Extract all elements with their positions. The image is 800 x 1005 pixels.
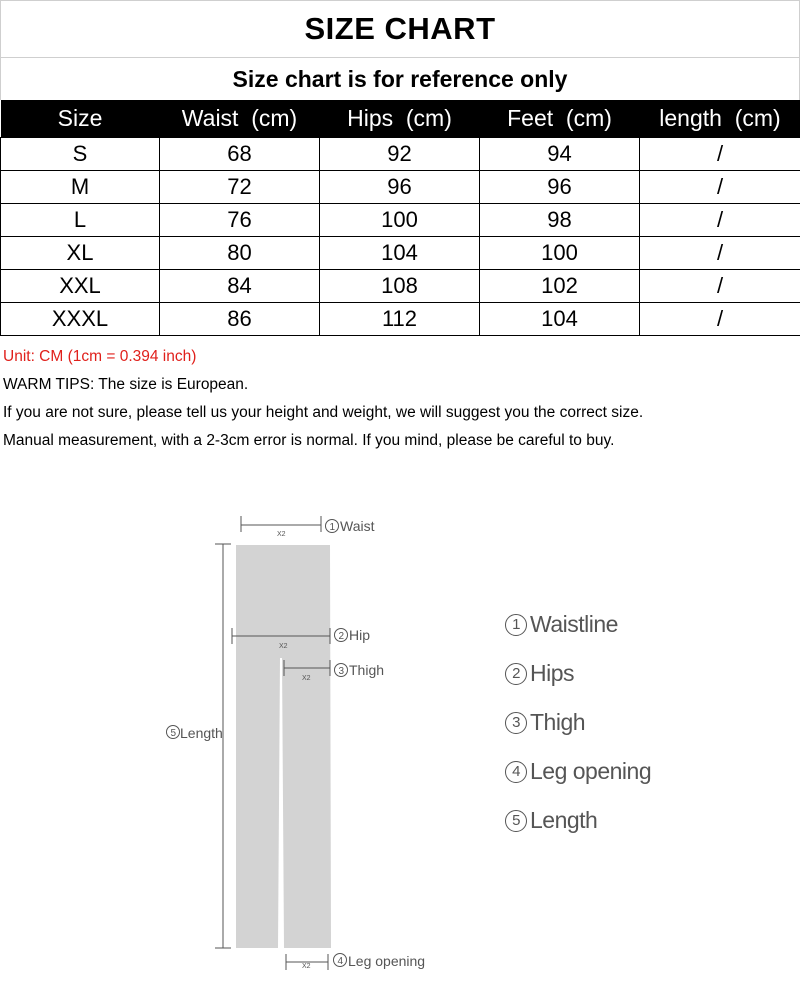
table-cell: 100 xyxy=(480,237,640,270)
pants-silhouette xyxy=(236,545,331,948)
table-cell: S xyxy=(1,138,160,171)
column-header: Feet (cm) xyxy=(480,100,640,138)
legend-label: Length xyxy=(530,807,597,834)
notes xyxy=(3,343,643,455)
waist-x2: X2 xyxy=(277,531,286,538)
hip-x2: X2 xyxy=(279,643,288,650)
legend-number: 4 xyxy=(505,761,527,783)
column-header: Waist (cm) xyxy=(160,100,320,138)
table-cell: / xyxy=(640,171,800,204)
hip-label: Hip xyxy=(349,627,370,643)
table-row xyxy=(1,237,800,270)
leg-opening-x2: X2 xyxy=(302,963,311,970)
pants-diagram xyxy=(0,480,800,1000)
table-cell: XXXL xyxy=(1,303,160,336)
table-cell: 98 xyxy=(480,204,640,237)
table-cell: 86 xyxy=(160,303,320,336)
thigh-num: 3 xyxy=(339,666,345,677)
error-note: Manual measurement, with a 2-3cm error is normal. If you mind, please be careful to buy. xyxy=(3,427,643,455)
table-cell: / xyxy=(640,270,800,303)
waist-num: 1 xyxy=(330,522,336,533)
table-cell: XL xyxy=(1,237,160,270)
table-cell: / xyxy=(640,204,800,237)
table-cell: 72 xyxy=(160,171,320,204)
table-cell: 104 xyxy=(480,303,640,336)
table-row xyxy=(1,270,800,303)
size-table xyxy=(0,100,800,336)
length-num: 5 xyxy=(171,728,177,739)
advice-note: If you are not sure, please tell us your height and weight, we will suggest you the correct size. xyxy=(3,399,643,427)
hip-num: 2 xyxy=(339,631,345,642)
column-header: Size xyxy=(1,100,160,138)
table-cell: 108 xyxy=(320,270,480,303)
table-cell: / xyxy=(640,138,800,171)
legend-label: Waistline xyxy=(530,611,618,638)
waist-label: Waist xyxy=(340,518,375,534)
table-cell: 102 xyxy=(480,270,640,303)
table-cell: 96 xyxy=(480,171,640,204)
table-cell: 112 xyxy=(320,303,480,336)
legend-label: Hips xyxy=(530,660,574,687)
leg-opening-label: Leg opening xyxy=(348,953,425,969)
table-cell: / xyxy=(640,303,800,336)
length-label: Length xyxy=(180,725,223,741)
table-header-row xyxy=(1,100,800,138)
legend-number: 3 xyxy=(505,712,527,734)
table-cell: 80 xyxy=(160,237,320,270)
thigh-label: Thigh xyxy=(349,662,384,678)
table-cell: 104 xyxy=(320,237,480,270)
thigh-x2: X2 xyxy=(302,675,311,682)
legend-label: Thigh xyxy=(530,709,585,736)
table-row xyxy=(1,138,800,171)
table-cell: 96 xyxy=(320,171,480,204)
legend-item-thigh xyxy=(505,698,651,747)
table-cell: 68 xyxy=(160,138,320,171)
table-cell: / xyxy=(640,237,800,270)
legend-item-length xyxy=(505,796,651,845)
table-cell: 84 xyxy=(160,270,320,303)
column-header: length (cm) xyxy=(640,100,800,138)
table-cell: L xyxy=(1,204,160,237)
legend-item-leg-opening xyxy=(505,747,651,796)
measurement-legend xyxy=(505,600,651,845)
table-cell: M xyxy=(1,171,160,204)
table-cell: XXL xyxy=(1,270,160,303)
table-row xyxy=(1,171,800,204)
table-row xyxy=(1,204,800,237)
legend-number: 2 xyxy=(505,663,527,685)
legend-number: 1 xyxy=(505,614,527,636)
table-cell: 100 xyxy=(320,204,480,237)
leg-opening-num: 4 xyxy=(338,956,344,967)
column-header: Hips (cm) xyxy=(320,100,480,138)
page-title: SIZE CHART xyxy=(0,0,800,58)
legend-number: 5 xyxy=(505,810,527,832)
table-cell: 92 xyxy=(320,138,480,171)
legend-item-waistline xyxy=(505,600,651,649)
page-subtitle: Size chart is for reference only xyxy=(0,58,800,100)
legend-label: Leg opening xyxy=(530,758,651,785)
warm-tips: WARM TIPS: The size is European. xyxy=(3,371,643,399)
table-cell: 76 xyxy=(160,204,320,237)
measurement-diagram xyxy=(0,480,800,1000)
waist-measure xyxy=(241,516,321,532)
unit-note: Unit: CM (1cm = 0.394 inch) xyxy=(3,343,643,371)
table-cell: 94 xyxy=(480,138,640,171)
length-measure xyxy=(215,544,231,948)
table-row xyxy=(1,303,800,336)
legend-item-hips xyxy=(505,649,651,698)
